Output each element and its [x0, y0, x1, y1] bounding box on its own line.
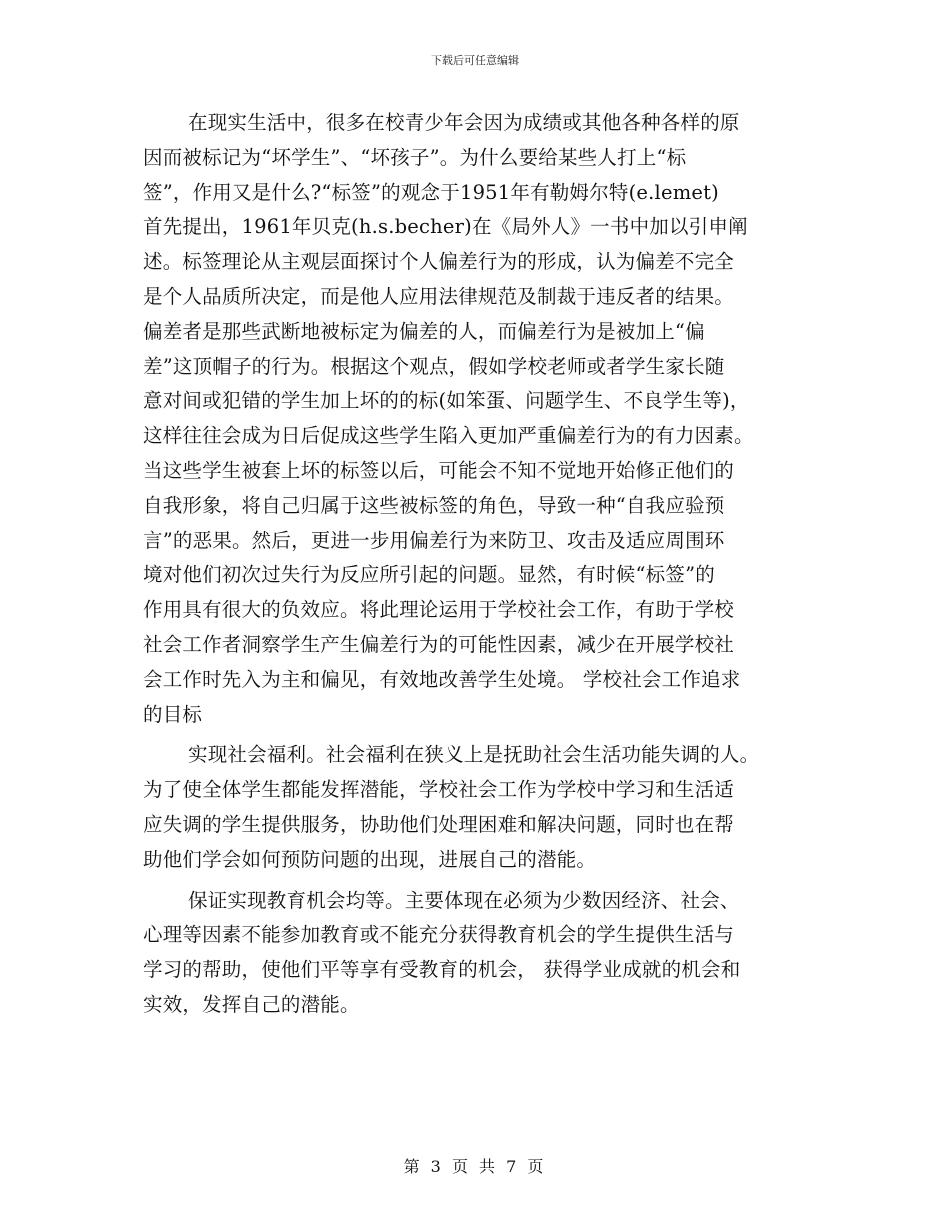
- text-line: 学习的帮助，使他们平等享有受教育的机会， 获得学业成就的机会和: [143, 958, 741, 982]
- text-line: 的目标: [143, 702, 203, 726]
- text-line: 差”这顶帽子的行为。根据这个观点，假如学校老师或者学生家长随: [143, 354, 725, 378]
- text-line: 社会工作者洞察学生产生偏差行为的可能性因素，减少在开展学校社: [143, 632, 735, 656]
- text-line: 是个人品质所决定，而是他人应用法律规范及制裁于违反者的结果。: [143, 284, 735, 308]
- text-line: 这样往往会成为日后促成这些学生陷入更加严重偏差行为的有力因素。: [143, 424, 754, 448]
- text-line: 首先提出，1961年贝克(h.s.becher)在《局外人》一书中加以引申阐: [143, 215, 748, 239]
- paragraph-social-welfare: [143, 738, 818, 877]
- text-line: 在现实生活中，很多在校青少年会因为成绩或其他各种各样的原: [188, 111, 740, 134]
- text-line: 应失调的学生提供服务，协助他们处理困难和解决问题，同时也在帮: [143, 812, 735, 836]
- text-line: 保证实现教育机会均等。主要体现在必须为少数因经济、社会、: [188, 888, 740, 912]
- text-line: 实现社会福利。社会福利在狭义上是抚助社会生活功能失调的人。: [188, 743, 760, 767]
- text-line: 签”，作用又是什么?“标签”的观念于1951年有勒姆尔特(e.lemet): [143, 180, 719, 204]
- text-line: 心理等因素不能参加教育或不能充分获得教育机会的学生提供生活与: [143, 923, 735, 947]
- document-body: [143, 106, 818, 1023]
- text-line: 当这些学生被套上坏的标签以后，可能会不知不觉地开始修正他们的: [143, 458, 735, 482]
- text-line: 自我形象，将自己归属于这些被标签的角色，导致一种“自我应验预: [143, 493, 725, 517]
- text-line: 会工作时先入为主和偏见，有效地改善学生处境。 学校社会工作追求: [143, 667, 741, 691]
- text-line: 因而被标记为“坏学生”、“坏孩子”。为什么要给某些人打上“标: [143, 145, 687, 169]
- text-line: 言”的恶果。然后，更进一步用偏差行为来防卫、攻击及适应周围环: [143, 528, 725, 552]
- text-line: 述。标签理论从主观层面探讨个人偏差行为的形成，认为偏差不完全: [143, 250, 735, 274]
- page-header: 下载后可任意编辑: [431, 54, 519, 67]
- text-line: 意对间或犯错的学生加上坏的的标(如笨蛋、问题学生、不良学生等)，: [143, 389, 750, 413]
- text-line: 境对他们初次过失行为反应所引起的问题。显然，有时候“标签”的: [143, 563, 715, 587]
- text-line: 偏差者是那些武断地被标定为偏差的人，而偏差行为是被加上“偏: [143, 319, 705, 343]
- paragraph-labeling-theory: [143, 106, 818, 732]
- text-line: 为了使全体学生都能发挥潜能，学校社会工作为学校中学习和生活适: [143, 778, 735, 802]
- text-line: 实效，发挥自己的潜能。: [143, 992, 360, 1016]
- page-number: 第 3 页 共 7 页: [403, 1157, 547, 1176]
- paragraph-equal-opportunity: [143, 884, 818, 1023]
- text-line: 作用具有很大的负效应。将此理论运用于学校社会工作，有助于学校: [143, 598, 735, 622]
- text-line: 助他们学会如何预防问题的出现，进展自己的潜能。: [143, 847, 597, 871]
